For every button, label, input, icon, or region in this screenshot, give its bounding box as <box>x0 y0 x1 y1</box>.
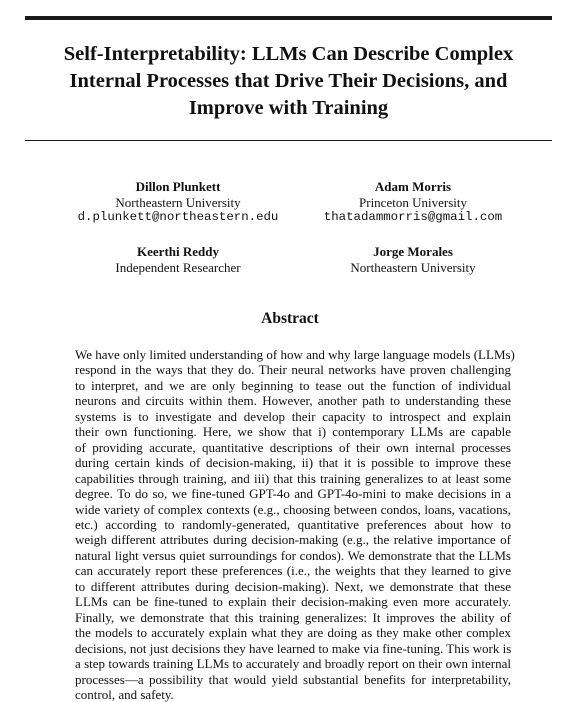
author-email[interactable]: thatadammorris@gmail.com <box>323 210 503 224</box>
author-name: Keerthi Reddy <box>137 244 219 259</box>
abstract-line: their own functioning. Here, we show that i) contemporary LLMs are capable <box>75 424 511 440</box>
abstract-line: processes—a possibility that would yield substantial benefits for interpretability, <box>75 671 511 687</box>
abstract-line: Finally, we demonstrate that this training generalizes: It improves the ability of <box>75 609 511 625</box>
author-affiliation: Northeastern University <box>115 194 241 210</box>
abstract-line: systems is to investigate and develop their capacity to introspect and explain <box>75 408 511 424</box>
abstract-line: degree. To do so, we fine-tuned GPT-4o and GPT-4o-mini to make decisions in a <box>75 486 511 502</box>
abstract-line: wide variety of complex contexts (e.g., choosing between condos, loans, vacations, <box>75 501 511 517</box>
author-block <box>283 179 543 226</box>
author-name: Jorge Morales <box>373 244 453 259</box>
abstract-heading: Abstract <box>261 310 319 327</box>
title-line: Self-Interpretability: LLMs Can Describe Complex <box>63 43 514 65</box>
abstract-line: to different attributes during decision-making). Next, we demonstrate that these <box>75 578 511 594</box>
author-block <box>283 244 543 275</box>
abstract-line: respond in the ways that they do. Their neural networks have proven challenging <box>75 362 511 378</box>
abstract-line: etc.) according to randomly-generated, quantitative preferences about how to <box>75 516 511 532</box>
paper-title <box>25 41 552 122</box>
abstract-line: the models to accurately explain what they are doing as they make other complex <box>75 625 511 641</box>
author-block <box>48 179 308 226</box>
author-name: Dillon Plunkett <box>135 179 221 194</box>
abstract-line: control, and safety. <box>75 686 174 702</box>
abstract-line: decisions, not just decisions they have learned to make via fine-tuning. This work is <box>75 640 512 656</box>
abstract-line: to interpret, and we are only beginning to tease out the function of individual <box>75 377 511 393</box>
abstract-line: capabilities through training, and iii) that this training generalizes to at least some <box>75 470 511 486</box>
abstract-line: can accurately report these preferences (i.e., the weights that they learned to give <box>75 563 511 579</box>
abstract-line: We have only limited understanding of how and why large language models (LLMs) <box>75 347 515 362</box>
abstract-line: weigh different attributes during decision-making (e.g., the relative importance of <box>75 532 511 548</box>
title-line: Improve with Training <box>188 97 389 119</box>
title-rule <box>25 140 552 141</box>
abstract-line: a step towards training LLMs to accurately and broadly report on their own internal <box>75 656 511 672</box>
title-line: Internal Processes that Drive Their Decisions, and <box>69 70 508 92</box>
top-rule <box>25 16 552 20</box>
abstract-line: LLMs can be fine-tuned to explain their decision-making even more accurately. <box>75 594 511 610</box>
abstract-line: neurons and circuits within them. However, another path to understanding these <box>75 393 511 409</box>
abstract-line: natural light versus quiet surroundings for condos). We demonstrate that the LLMs <box>75 547 511 563</box>
author-name: Adam Morris <box>374 179 452 194</box>
abstract-line: during certain kinds of decision-making, ii) that it is possible to improve these <box>75 455 511 471</box>
author-email[interactable]: d.plunkett@northeastern.edu <box>77 210 279 224</box>
author-block <box>48 244 308 275</box>
author-affiliation: Northeastern University <box>350 259 476 275</box>
author-affiliation: Princeton University <box>359 194 467 210</box>
author-affiliation: Independent Researcher <box>115 259 241 275</box>
abstract-body <box>75 347 515 702</box>
abstract-line: of providing accurate, quantitative descriptions of their own internal processes <box>75 439 511 455</box>
